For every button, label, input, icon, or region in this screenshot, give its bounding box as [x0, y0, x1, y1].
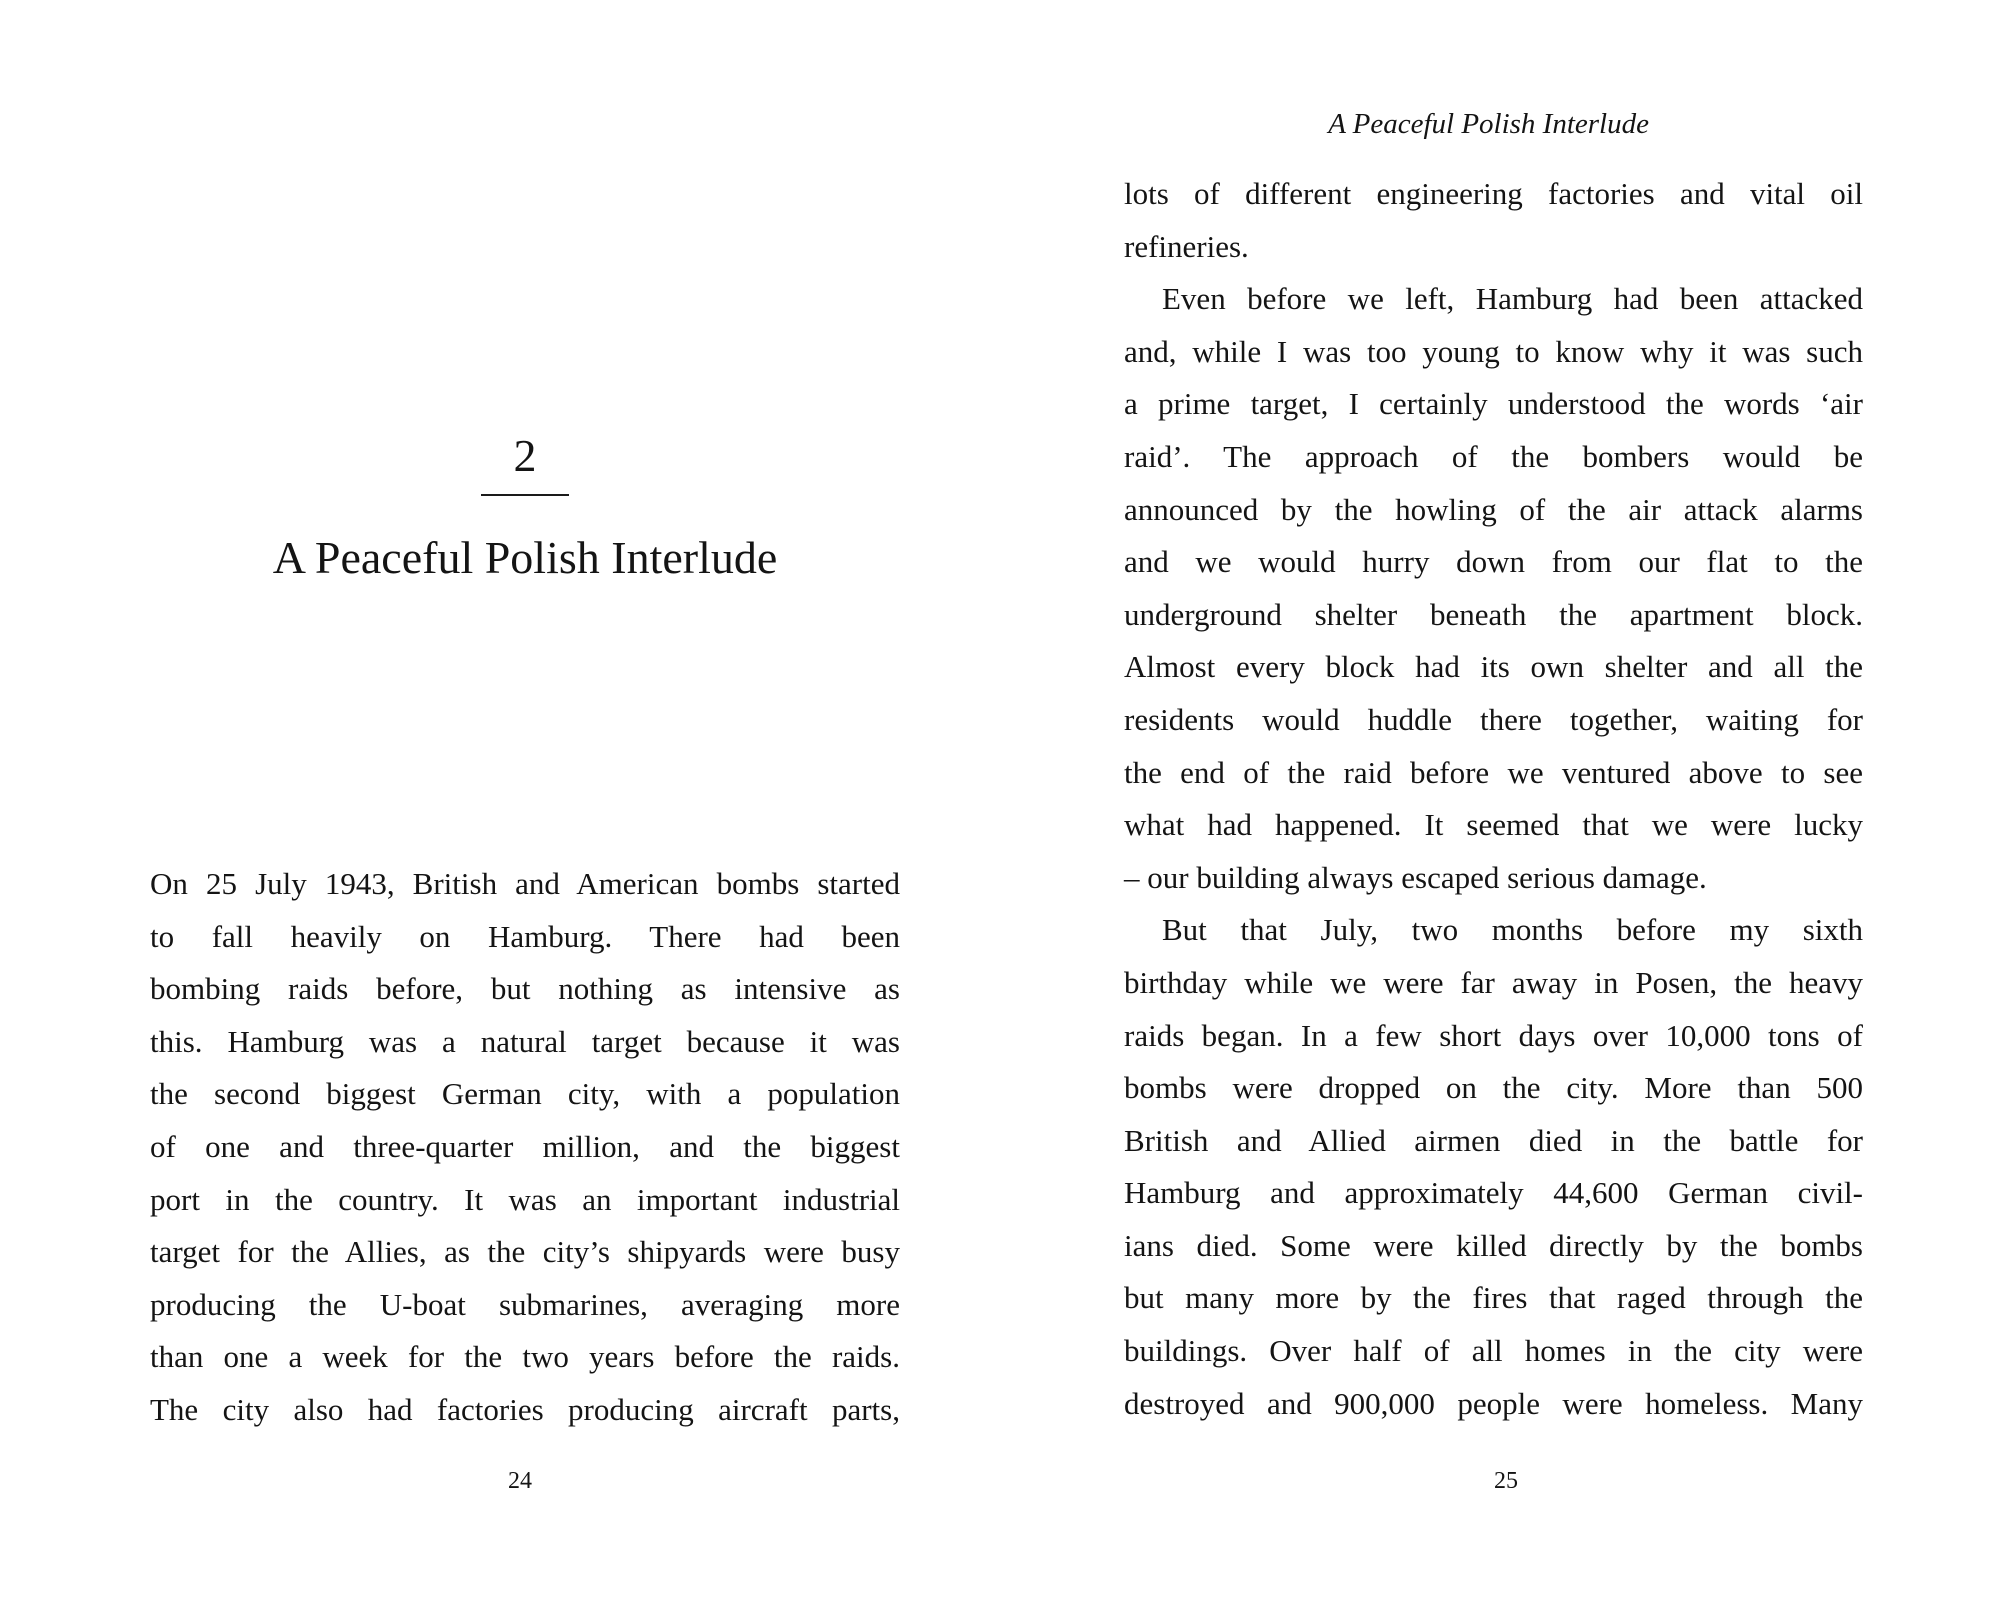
- body-line: than one a week for the two years before the raids.: [150, 1339, 900, 1375]
- chapter-title: A Peaceful Polish Interlude: [272, 532, 778, 583]
- body-line: this. Hamburg was a natural target because it was: [150, 1023, 900, 1059]
- body-line: but many more by the fires that raged through the: [1124, 1280, 1863, 1316]
- body-line: Even before we left, Hamburg had been attacked: [1162, 281, 1863, 317]
- body-line: the second biggest German city, with a population: [150, 1076, 900, 1112]
- body-line: destroyed and 900,000 people were homeless. Many: [1124, 1385, 1863, 1421]
- body-line: lots of different engineering factories and vital oil: [1124, 176, 1863, 211]
- chapter-rule: [481, 494, 569, 496]
- body-line: raids began. In a few short days over 10,000 tons of: [1124, 1017, 1863, 1053]
- left-page-body: [150, 858, 900, 1437]
- body-line: announced by the howling of the air attack alarms: [1124, 491, 1863, 527]
- body-line: target for the Allies, as the city’s shipyards were busy: [150, 1234, 900, 1270]
- body-line: and, while I was too young to know why it was such: [1124, 333, 1863, 369]
- body-line: the end of the raid before we ventured above to see: [1124, 754, 1863, 790]
- body-line: to fall heavily on Hamburg. There had been: [150, 918, 900, 954]
- running-head-text: A Peaceful Polish Interlude: [1328, 108, 1649, 140]
- body-line: Hamburg and approximately 44,600 German civil-: [1124, 1175, 1863, 1211]
- running-head: [1124, 106, 1874, 142]
- body-line: raid’. The approach of the bombers would be: [1124, 438, 1863, 474]
- body-line: On 25 July 1943, British and American bombs started: [150, 866, 900, 901]
- page-number: 25: [1494, 1468, 1518, 1494]
- body-line: what had happened. It seemed that we were lucky: [1124, 807, 1863, 843]
- body-line: Almost every block had its own shelter and all the: [1124, 649, 1863, 685]
- body-line: British and Allied airmen died in the battle for: [1124, 1122, 1863, 1158]
- body-line: But that July, two months before my sixth: [1162, 912, 1863, 948]
- body-line: residents would huddle there together, waiting for: [1124, 701, 1863, 737]
- body-line: a prime target, I certainly understood the words ‘air: [1124, 386, 1863, 422]
- body-line: port in the country. It was an important industrial: [150, 1181, 900, 1217]
- body-line: bombs were dropped on the city. More than 500: [1124, 1070, 1863, 1106]
- page-number: 24: [508, 1468, 532, 1494]
- body-line: ians died. Some were killed directly by the bombs: [1124, 1227, 1863, 1263]
- body-line: – our building always escaped serious damage.: [1124, 859, 1707, 895]
- right-page-body: [1124, 168, 1863, 1430]
- body-line: underground shelter beneath the apartment block.: [1124, 596, 1863, 632]
- right-page: [1000, 0, 2000, 1606]
- body-line: buildings. Over half of all homes in the city were: [1124, 1333, 1863, 1369]
- body-line: refineries.: [1124, 228, 1249, 264]
- body-line: The city also had factories producing aircraft parts,: [150, 1391, 900, 1427]
- body-line: producing the U-boat submarines, averaging more: [150, 1286, 900, 1322]
- body-line: birthday while we were far away in Posen, the heavy: [1124, 964, 1863, 1000]
- body-line: bombing raids before, but nothing as intensive as: [150, 971, 900, 1007]
- chapter-number: 2: [513, 430, 537, 481]
- body-line: of one and three-quarter million, and the biggest: [150, 1128, 900, 1164]
- body-line: and we would hurry down from our flat to the: [1124, 544, 1863, 580]
